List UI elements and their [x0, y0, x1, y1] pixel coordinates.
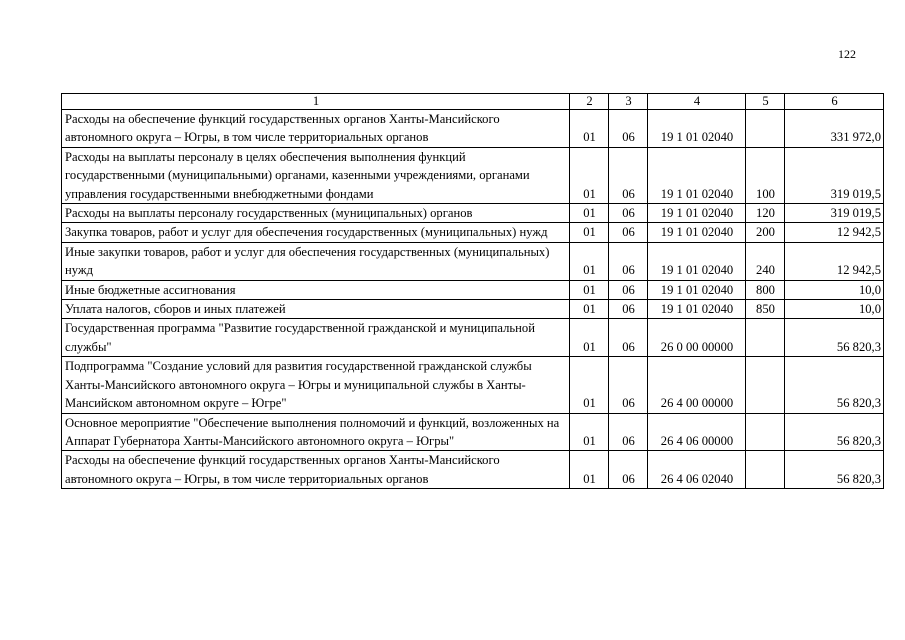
table-row [62, 223, 884, 242]
row-section: 01 [570, 110, 609, 148]
row-name: Основное мероприятие "Обеспечение выполнения полномочий и функций, возложенных на Аппарат Губернатора Ханты-Мансийского автономного округа – Югры" [62, 413, 570, 451]
row-subsection: 06 [609, 413, 648, 451]
row-target-article: 19 1 01 02040 [648, 147, 746, 203]
row-target-article: 19 1 01 02040 [648, 110, 746, 148]
row-subsection: 06 [609, 110, 648, 148]
row-name: Уплата налогов, сборов и иных платежей [62, 300, 570, 319]
header-col-1: 1 [62, 94, 570, 110]
row-target-article: 19 1 01 02040 [648, 300, 746, 319]
row-subsection: 06 [609, 280, 648, 299]
row-expense-type [746, 110, 785, 148]
row-expense-type [746, 319, 785, 357]
row-section: 01 [570, 300, 609, 319]
row-target-article: 19 1 01 02040 [648, 204, 746, 223]
page-number: 122 [838, 47, 856, 61]
table-row [62, 451, 884, 489]
row-expense-type: 100 [746, 147, 785, 203]
row-expense-type [746, 357, 785, 413]
row-amount: 12 942,5 [785, 242, 884, 280]
row-section: 01 [570, 223, 609, 242]
row-section: 01 [570, 413, 609, 451]
table-row [62, 147, 884, 203]
row-section: 01 [570, 451, 609, 489]
row-target-article: 26 4 00 00000 [648, 357, 746, 413]
header-col-5: 5 [746, 94, 785, 110]
header-col-2: 2 [570, 94, 609, 110]
row-amount: 12 942,5 [785, 223, 884, 242]
row-name: Иные бюджетные ассигнования [62, 280, 570, 299]
table-header-row [62, 94, 884, 110]
row-section: 01 [570, 280, 609, 299]
table-row [62, 280, 884, 299]
row-amount: 10,0 [785, 300, 884, 319]
row-amount: 56 820,3 [785, 319, 884, 357]
row-target-article: 26 4 06 02040 [648, 451, 746, 489]
row-section: 01 [570, 319, 609, 357]
table-row [62, 300, 884, 319]
row-expense-type: 200 [746, 223, 785, 242]
row-subsection: 06 [609, 223, 648, 242]
row-subsection: 06 [609, 242, 648, 280]
row-name: Иные закупки товаров, работ и услуг для обеспечения государственных (муниципальных) нужд [62, 242, 570, 280]
row-amount: 10,0 [785, 280, 884, 299]
row-target-article: 19 1 01 02040 [648, 280, 746, 299]
budget-table [61, 93, 884, 489]
row-name: Закупка товаров, работ и услуг для обеспечения государственных (муниципальных) нужд [62, 223, 570, 242]
table-row [62, 242, 884, 280]
row-expense-type: 800 [746, 280, 785, 299]
row-amount: 56 820,3 [785, 451, 884, 489]
row-expense-type: 850 [746, 300, 785, 319]
row-target-article: 26 0 00 00000 [648, 319, 746, 357]
header-col-4: 4 [648, 94, 746, 110]
table-row [62, 357, 884, 413]
table-body [62, 110, 884, 489]
row-amount: 56 820,3 [785, 357, 884, 413]
row-expense-type [746, 451, 785, 489]
row-name: Расходы на выплаты персоналу в целях обеспечения выполнения функций государственными (муниципальными) органами, казенными учреждениями, органами управления государственными внебюджетными фондами [62, 147, 570, 203]
row-name: Подпрограмма "Создание условий для развития государственной гражданской службы Ханты-Мансийского автономного округа – Югры и муниципальной службы в Ханты-Мансийском автономном округе – Югре" [62, 357, 570, 413]
row-expense-type: 120 [746, 204, 785, 223]
row-section: 01 [570, 357, 609, 413]
row-subsection: 06 [609, 319, 648, 357]
row-name: Расходы на выплаты персоналу государственных (муниципальных) органов [62, 204, 570, 223]
row-subsection: 06 [609, 147, 648, 203]
row-subsection: 06 [609, 204, 648, 223]
row-amount: 319 019,5 [785, 204, 884, 223]
table-row [62, 413, 884, 451]
row-section: 01 [570, 147, 609, 203]
row-section: 01 [570, 242, 609, 280]
header-col-3: 3 [609, 94, 648, 110]
header-col-6: 6 [785, 94, 884, 110]
row-expense-type [746, 413, 785, 451]
row-amount: 56 820,3 [785, 413, 884, 451]
table-row [62, 319, 884, 357]
row-subsection: 06 [609, 300, 648, 319]
row-target-article: 19 1 01 02040 [648, 223, 746, 242]
row-name: Расходы на обеспечение функций государственных органов Ханты-Мансийского автономного округа – Югры, в том числе территориальных органов [62, 110, 570, 148]
row-amount: 319 019,5 [785, 147, 884, 203]
row-name: Государственная программа "Развитие государственной гражданской и муниципальной службы" [62, 319, 570, 357]
row-section: 01 [570, 204, 609, 223]
row-amount: 331 972,0 [785, 110, 884, 148]
row-name: Расходы на обеспечение функций государственных органов Ханты-Мансийского автономного округа – Югры, в том числе территориальных органов [62, 451, 570, 489]
row-target-article: 26 4 06 00000 [648, 413, 746, 451]
row-expense-type: 240 [746, 242, 785, 280]
row-target-article: 19 1 01 02040 [648, 242, 746, 280]
table-row [62, 204, 884, 223]
row-subsection: 06 [609, 357, 648, 413]
row-subsection: 06 [609, 451, 648, 489]
table-row [62, 110, 884, 148]
